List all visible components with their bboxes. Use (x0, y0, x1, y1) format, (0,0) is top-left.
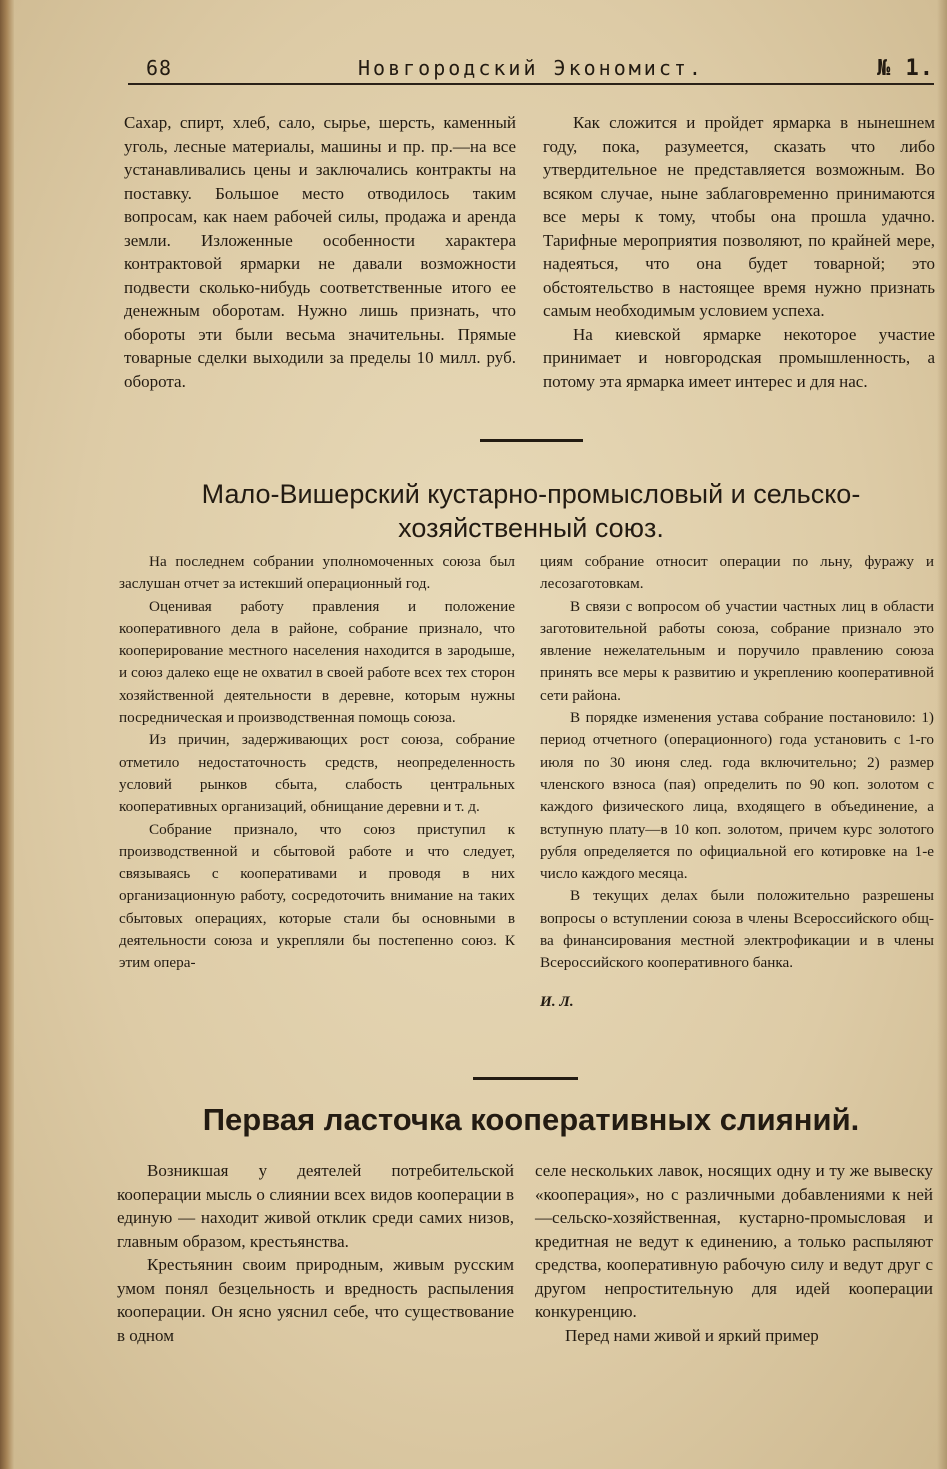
article-2-paragraph: Из причин, задерживающих рост союза, собрание отметило недостаточность средств, неопределенность условий рынков сбыта, слабость центральных кооперативных организаций, обнищание деревни и т. д. (119, 731, 515, 816)
top-article-right-paragraph-1: Как сложится и пройдет ярмарка в нынешнем году, пока, разумеется, сказать что либо утвердительное не представляется возможным. Во всяком случае, ныне заблаговременно принимаются все меры к тому, чтобы она прошла удачно. Тарифные мероприятия позволяют, по крайней мере, надеяться, что она будет товарной; это обстоятельство в настоящее время нужно признать самым необходимым условием успеха. (543, 113, 935, 320)
header-rule (128, 83, 934, 85)
article-2-paragraph: На последнем собрании уполномоченных союза был заслушан отчет за истекший операционный год. (119, 553, 515, 593)
article-2-signature: И. Л. (540, 992, 574, 1010)
issue-number: № 1. (877, 56, 934, 81)
article-2-continuation: циям собрание относит операции по льну, фуражу и лесозаготовкам. (540, 553, 934, 593)
page-spine (0, 0, 14, 1469)
top-article-right-paragraph-2: На киевской ярмарке некоторое участие принимает и новгородская промышленность, а потому эта ярмарка имеет интерес и для нас. (543, 324, 935, 391)
top-article-right-column (543, 111, 935, 393)
section-divider (473, 1077, 578, 1080)
article-3-right-column (535, 1159, 933, 1347)
article-3-paragraph: Перед нами живой и яркий пример (565, 1325, 819, 1345)
section-divider (480, 439, 583, 442)
article-2-paragraph: В порядке изменения устава собрание постановило: 1) период отчетного (операционного) года установить с 1-го июля по 30 июня след. года включительно; 2) размер членского взноса (пая) определить по 90 коп. золотом с каждого физического лица, входящего в объединение, а вступную плату—в 10 коп. золотом, причем курс золотого рубля определяется по официальной его котировке на 1-е число каждого месяца. (540, 709, 934, 883)
article-2-paragraph: В связи с вопросом об участии частных лиц в области заготовительной работы союза, собрание признало это явление нежелательным и поручило правлению союза принять все меры к развитию и укреплению кооперативной сети района. (540, 597, 934, 704)
journal-title: Новгородский Экономист. (358, 56, 704, 80)
article-2-right-column (540, 551, 934, 1013)
running-header (128, 56, 934, 82)
article-2-paragraph: Оценивая работу правления и положение кооперативного дела в районе, собрание признало, что кооперирование местного населения находится в зародыше, и союз далеко еще не охватил в своей работе всех тех сторон хозяйственной деятельности в деревне, которым нужны посредническая и производственная помощь союза. (119, 597, 515, 727)
top-article-left-text: Сахар, спирт, хлеб, сало, сырье, шерсть, каменный уголь, лесные материалы, машины и пр. пр.—на все устанавливались цены и заключались контракты на поставку. Большое место отводилось таким вопросам, как наем рабочей силы, продажа и аренда земли. Изложенные особенности характера контрактовой ярмарки не давали возможности подвести сколько-нибудь соответственные итого ее денежным оборотам. Нужно лишь признать, что обороты эти были весьма значительны. Прямые товарные сделки выходили за пределы 10 милл. руб. оборота. (124, 113, 516, 391)
article-3-left-column (117, 1159, 514, 1347)
article-2-paragraph: Собрание признало, что союз приступил к производственной и сбытовой работе и что следует, связываясь с кооперативами и проводя в них организационную работу, сосредоточить внимание на таких сбытовых операциях, которые стали бы основными в деятельности союза и укрепляли бы постепенно союз. К этим опера- (119, 820, 515, 972)
article-3-paragraph: Возникшая у деятелей потребительской кооперации мысль о слиянии всех видов кооперации в единую — находит живой отклик среди самих низов, главным образом, крестьянства. (117, 1161, 514, 1251)
article-3-headline: Первая ласточка кооперативных слияний. (202, 1102, 860, 1137)
article-3-continuation: селе нескольких лавок, носящих одну и ту же вывеску «кооперация», но с различными добавлениями к ней—сельско-хозяйственная, кустарно-промысловая и кредитная не ведут к единению, а только распыляют средства, кооперативную рабочую силу и ведут друг с другом непростительную для идей кооперации конкуренцию. (535, 1161, 933, 1321)
article-3-paragraph: Крестьянин своим природным, живым русским умом понял безцельность и вредность распыления кооперации. Он ясно уяснил себе, что существование в одном (117, 1255, 514, 1345)
article-2-left-column (119, 551, 515, 975)
article-2-paragraph: В текущих делах были положительно разрешены вопросы о вступлении союза в члены Всероссийского общ-ва финансирования местной электрофикации и в члены Всероссийского кооперативного банка. (540, 887, 934, 972)
top-article-left-column (124, 111, 516, 393)
article-2-headline: Мало-Вишерский кустарно-промысловый и сельско-хозяйственный союз. (201, 479, 861, 543)
page-number: 68 (146, 56, 173, 80)
page-edge-shadow (937, 0, 947, 1469)
